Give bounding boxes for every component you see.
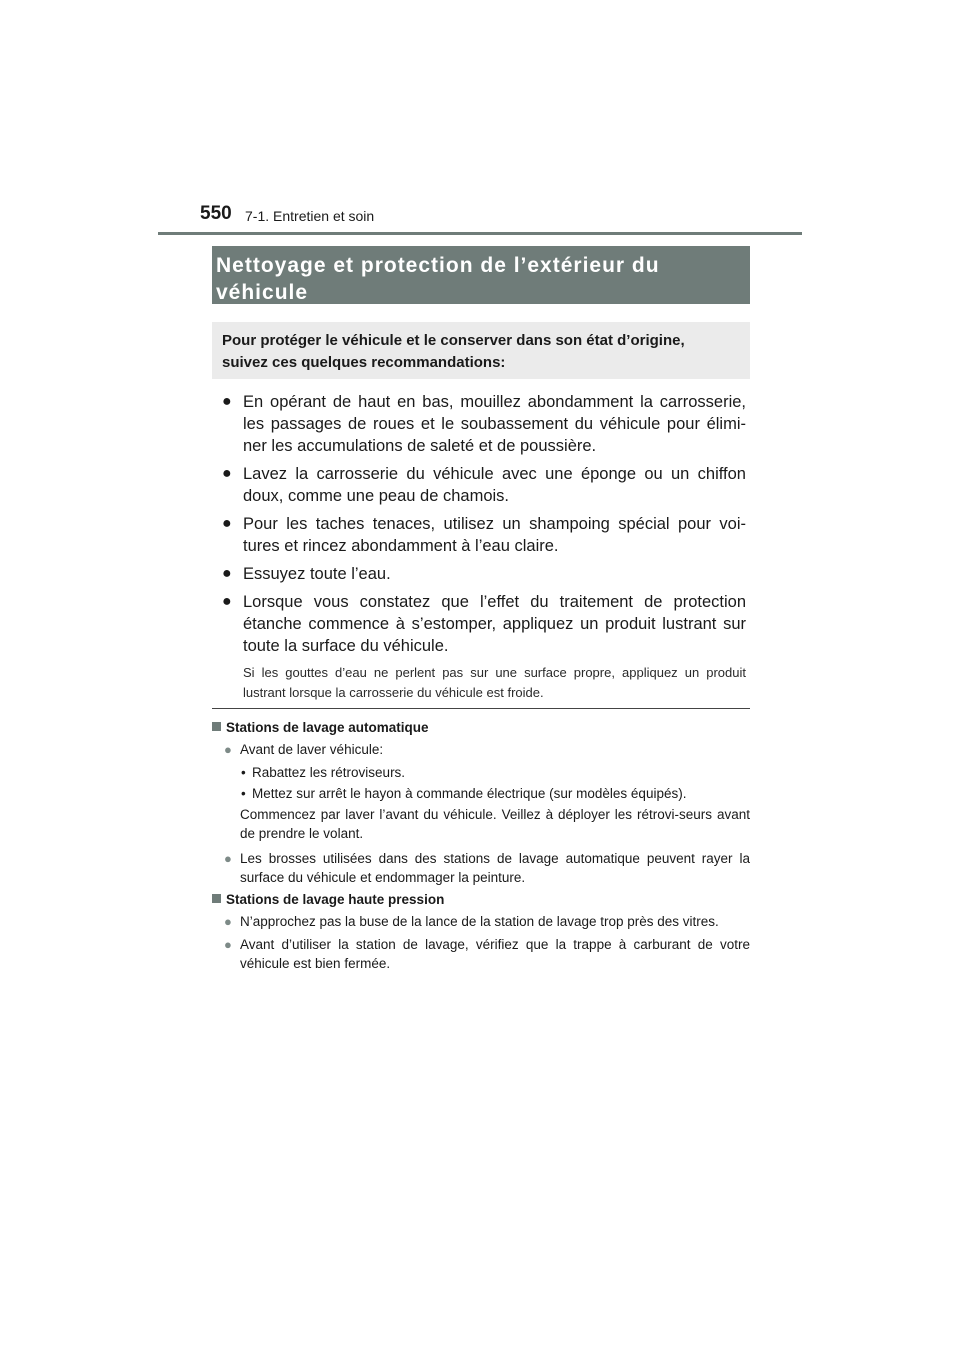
list-item bbox=[222, 391, 746, 457]
bullet-icon: ● bbox=[224, 851, 232, 866]
list-item bbox=[212, 912, 750, 931]
follow-up-text: Commencez par laver l’avant du véhicule. Veillez à déployer les rétrovi-seurs avant de prendre le volant. bbox=[240, 807, 750, 841]
subsection-heading bbox=[212, 890, 750, 909]
intro-line-2: suivez ces quelques recommandations: bbox=[222, 354, 506, 371]
list-item bbox=[222, 563, 746, 585]
title-line-2: véhicule bbox=[216, 281, 309, 304]
list-item bbox=[212, 740, 750, 759]
sub-list-item bbox=[212, 763, 750, 782]
list-item-text: Pour les taches tenaces, utilisez un shampoing spécial pour voi-tures et rincez abondamment à l’eau claire. bbox=[243, 515, 746, 555]
list-item-text: Essuyez toute l’eau. bbox=[243, 565, 391, 583]
subsection-heading-text: Stations de lavage automatique bbox=[226, 720, 429, 735]
dot-icon: • bbox=[241, 765, 246, 780]
title-line-1: Nettoyage et protection de l’extérieur du bbox=[216, 254, 660, 277]
note-text: Si les gouttes d’eau ne perlent pas sur une surface propre, appliquez un produit lustrant lorsque la carrosserie du véhicule est froide. bbox=[243, 665, 746, 700]
list-item-text: Lorsque vous constatez que l’effet du traitement de protection étanche commence à s’estomper, appliquez un produit lustrant sur toute la surface du véhicule. bbox=[243, 593, 746, 655]
intro-line-1: Pour protéger le véhicule et le conserver dans son état d’origine, bbox=[222, 332, 685, 349]
recommendation-list bbox=[222, 391, 746, 703]
bullet-icon: ● bbox=[224, 914, 232, 929]
section-title bbox=[212, 246, 750, 304]
list-item bbox=[222, 463, 746, 507]
intro-box bbox=[212, 322, 750, 379]
dot-icon: • bbox=[241, 786, 246, 801]
list-item bbox=[222, 591, 746, 657]
subsection-heading bbox=[212, 718, 750, 737]
bullet-icon: ● bbox=[222, 515, 232, 532]
bullet-icon: ● bbox=[224, 937, 232, 952]
sub-list-item-text: Mettez sur arrêt le hayon à commande électrique (sur modèles équipés). bbox=[252, 786, 687, 801]
bullet-icon: ● bbox=[222, 465, 232, 482]
list-item bbox=[212, 849, 750, 887]
page-number: 550 bbox=[200, 203, 232, 224]
bullet-icon: ● bbox=[224, 742, 232, 757]
list-item-text: Avant de laver véhicule: bbox=[240, 742, 384, 757]
high-pressure-wash-section bbox=[212, 890, 750, 977]
list-item bbox=[212, 935, 750, 973]
bullet-icon: ● bbox=[222, 565, 232, 582]
square-bullet-icon bbox=[212, 722, 221, 731]
section-divider bbox=[212, 708, 750, 709]
bullet-icon: ● bbox=[222, 593, 232, 610]
list-item bbox=[222, 513, 746, 557]
header-rule bbox=[158, 232, 802, 235]
sub-list-item-text: Rabattez les rétroviseurs. bbox=[252, 765, 406, 780]
auto-wash-section bbox=[212, 718, 750, 891]
bullet-icon: ● bbox=[222, 393, 232, 410]
list-item-text: Les brosses utilisées dans des stations de lavage automatique peuvent rayer la surface du véhicule et endommager la peinture. bbox=[240, 851, 750, 885]
list-item-text: Lavez la carrosserie du véhicule avec une éponge ou un chiffon doux, comme une peau de chamois. bbox=[243, 465, 746, 505]
square-bullet-icon bbox=[212, 894, 221, 903]
list-item-text: Avant d’utiliser la station de lavage, vérifiez que la trappe à carburant de votre véhicule est bien fermée. bbox=[240, 937, 750, 971]
sub-list-item bbox=[212, 784, 750, 803]
list-item-text: N’approchez pas la buse de la lance de la station de lavage trop près des vitres. bbox=[240, 914, 719, 929]
subsection-heading-text: Stations de lavage haute pression bbox=[226, 892, 445, 907]
section-label: 7-1. Entretien et soin bbox=[245, 208, 375, 224]
list-item-text: En opérant de haut en bas, mouillez abondamment la carrosserie, les passages de roues et le soubassement du véhicule pour élimi-ner les accumulations de saleté et de poussière. bbox=[243, 393, 746, 455]
